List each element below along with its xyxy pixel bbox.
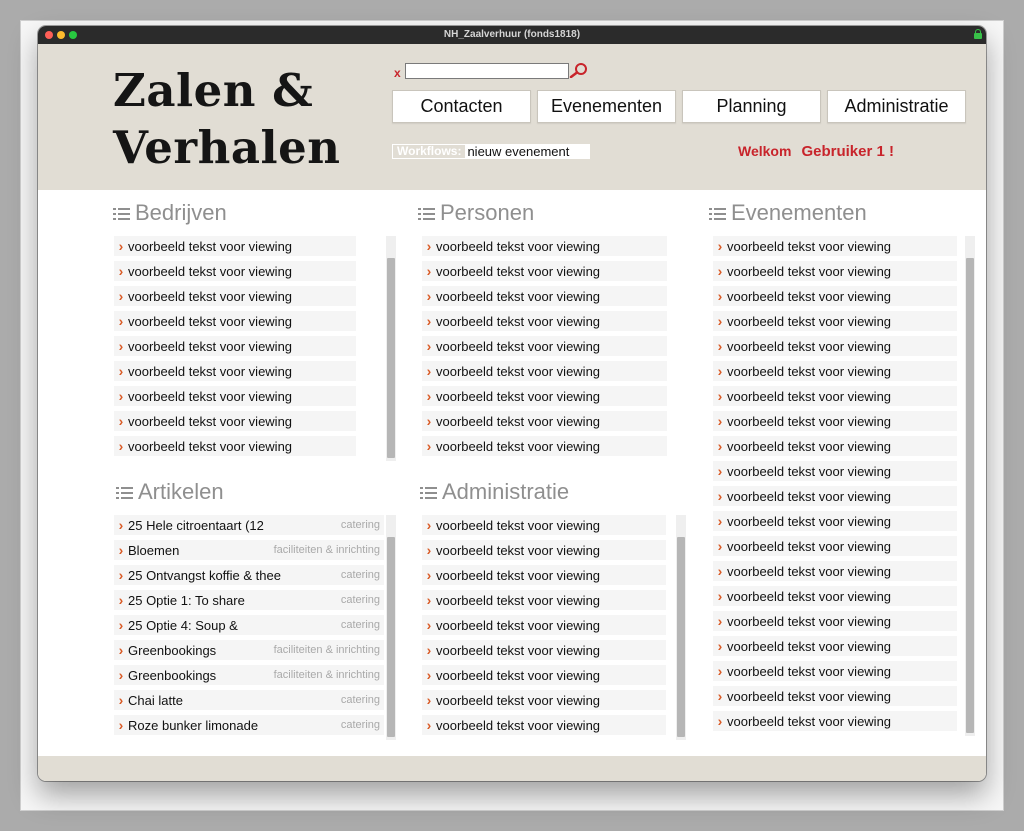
list-item[interactable] xyxy=(713,461,957,481)
chevron-right-icon: › xyxy=(717,338,723,354)
list-item[interactable] xyxy=(713,436,957,456)
chevron-right-icon: › xyxy=(426,667,432,683)
panel-title-personen xyxy=(418,200,534,226)
list-personen xyxy=(422,236,682,461)
list-item[interactable] xyxy=(713,236,957,256)
list-item[interactable] xyxy=(114,715,384,735)
chevron-right-icon: › xyxy=(426,642,432,658)
workflows-selector[interactable] xyxy=(392,144,590,159)
chevron-right-icon: › xyxy=(717,238,723,254)
list-item[interactable] xyxy=(713,386,957,406)
list-item[interactable] xyxy=(114,665,384,685)
list-item-category: faciliteiten & inrichting xyxy=(273,544,380,556)
list-item-label: voorbeeld tekst voor viewing xyxy=(436,313,601,329)
list-item[interactable] xyxy=(114,615,384,635)
list-item[interactable] xyxy=(713,536,957,556)
list-item-label: voorbeeld tekst voor viewing xyxy=(727,488,892,504)
chevron-right-icon: › xyxy=(717,388,723,404)
list-item-label: Bloemen xyxy=(128,542,180,558)
chevron-right-icon: › xyxy=(118,238,124,254)
chevron-right-icon: › xyxy=(426,413,432,429)
chevron-right-icon: › xyxy=(717,663,723,679)
panel-title-text: Administratie xyxy=(442,479,570,504)
list-icon xyxy=(420,486,437,499)
chevron-right-icon: › xyxy=(426,363,432,379)
chevron-right-icon: › xyxy=(717,613,723,629)
list-item[interactable] xyxy=(422,690,666,710)
list-item-label: voorbeeld tekst voor viewing xyxy=(727,563,892,579)
list-item-label: voorbeeld tekst voor viewing xyxy=(128,363,293,379)
list-item[interactable] xyxy=(713,336,957,356)
chevron-right-icon: › xyxy=(717,313,723,329)
list-item[interactable] xyxy=(713,361,957,381)
chevron-right-icon: › xyxy=(118,542,124,558)
welcome-message xyxy=(738,143,894,160)
list-item[interactable] xyxy=(422,336,667,356)
list-item[interactable] xyxy=(422,436,667,456)
chevron-right-icon: › xyxy=(717,488,723,504)
list-item[interactable] xyxy=(422,261,667,281)
list-item[interactable] xyxy=(114,286,356,306)
list-item[interactable] xyxy=(422,540,666,560)
chevron-right-icon: › xyxy=(426,238,432,254)
list-item-label: voorbeeld tekst voor viewing xyxy=(727,313,892,329)
chevron-right-icon: › xyxy=(717,713,723,729)
list-item-label: voorbeeld tekst voor viewing xyxy=(436,263,601,279)
list-item-category: catering xyxy=(340,519,380,531)
scrollbar-thumb[interactable] xyxy=(677,537,685,737)
scrollbar-thumb[interactable] xyxy=(387,258,395,458)
list-item[interactable] xyxy=(114,386,356,406)
chevron-right-icon: › xyxy=(118,413,124,429)
list-item-label: voorbeeld tekst voor viewing xyxy=(436,542,601,558)
list-item-label: voorbeeld tekst voor viewing xyxy=(436,692,601,708)
list-item[interactable] xyxy=(713,661,957,681)
list-item[interactable] xyxy=(114,690,384,710)
list-item[interactable] xyxy=(114,411,356,431)
panel-title-bedrijven xyxy=(113,200,227,226)
chevron-right-icon: › xyxy=(118,438,124,454)
list-item[interactable] xyxy=(114,311,356,331)
list-item-label: voorbeeld tekst voor viewing xyxy=(128,288,293,304)
chevron-right-icon: › xyxy=(426,617,432,633)
list-item-label: voorbeeld tekst voor viewing xyxy=(727,363,892,379)
list-item[interactable] xyxy=(713,611,957,631)
list-item-label: voorbeeld tekst voor viewing xyxy=(128,313,293,329)
chevron-right-icon: › xyxy=(118,263,124,279)
list-administratie xyxy=(422,515,670,740)
list-item-label: voorbeeld tekst voor viewing xyxy=(128,388,293,404)
panel-title-text: Personen xyxy=(440,200,535,225)
title-bar xyxy=(38,26,986,44)
list-item-label: Chai latte xyxy=(128,692,183,708)
chevron-right-icon: › xyxy=(717,438,723,454)
list-item[interactable] xyxy=(422,640,666,660)
panel-title-text: Bedrijven xyxy=(135,200,227,225)
list-item[interactable] xyxy=(713,636,957,656)
list-item[interactable] xyxy=(114,436,356,456)
chevron-right-icon: › xyxy=(717,538,723,554)
chevron-right-icon: › xyxy=(426,692,432,708)
list-item[interactable] xyxy=(114,515,384,535)
chevron-right-icon: › xyxy=(426,438,432,454)
chevron-right-icon: › xyxy=(426,263,432,279)
list-item-label: voorbeeld tekst voor viewing xyxy=(128,238,293,254)
workflows-label: Workflows: xyxy=(393,145,465,158)
list-icon xyxy=(709,207,726,220)
panel-title-artikelen xyxy=(116,479,224,505)
chevron-right-icon: › xyxy=(426,338,432,354)
list-item-label: Roze bunker limonade xyxy=(128,717,259,733)
list-item-label: voorbeeld tekst voor viewing xyxy=(727,288,892,304)
list-bedrijven xyxy=(114,236,398,461)
list-artikelen xyxy=(114,515,398,740)
list-item-label: 25 Optie 4: Soup & xyxy=(128,617,238,633)
list-item[interactable] xyxy=(422,386,667,406)
chevron-right-icon: › xyxy=(717,463,723,479)
list-item-label: voorbeeld tekst voor viewing xyxy=(436,338,601,354)
list-item-label: voorbeeld tekst voor viewing xyxy=(727,338,892,354)
list-item-label: Greenbookings xyxy=(128,667,217,683)
list-item[interactable] xyxy=(114,640,384,660)
zoom-window-button[interactable] xyxy=(69,31,77,39)
panel-title-text: Artikelen xyxy=(138,479,224,504)
nav-button-planning[interactable]: Planning xyxy=(682,90,821,123)
list-item-category: catering xyxy=(340,719,380,731)
list-item-label: voorbeeld tekst voor viewing xyxy=(128,338,293,354)
list-item[interactable] xyxy=(713,486,957,506)
close-window-button[interactable] xyxy=(45,31,53,39)
list-item-label: voorbeeld tekst voor viewing xyxy=(436,592,601,608)
list-item-label: voorbeeld tekst voor viewing xyxy=(128,263,293,279)
list-item[interactable] xyxy=(422,311,667,331)
minimize-window-button[interactable] xyxy=(57,31,65,39)
list-item[interactable] xyxy=(713,511,957,531)
list-item[interactable] xyxy=(422,715,666,735)
app-window xyxy=(38,26,986,781)
list-item[interactable] xyxy=(713,286,957,306)
list-item-label: voorbeeld tekst voor viewing xyxy=(436,717,601,733)
list-item[interactable] xyxy=(114,590,384,610)
list-item-label: voorbeeld tekst voor viewing xyxy=(727,263,892,279)
list-item-label: voorbeeld tekst voor viewing xyxy=(727,713,892,729)
list-item[interactable] xyxy=(114,361,356,381)
chevron-right-icon: › xyxy=(717,588,723,604)
chevron-right-icon: › xyxy=(118,642,124,658)
chevron-right-icon: › xyxy=(118,692,124,708)
nav-button-contacten[interactable]: Contacten xyxy=(392,90,531,123)
chevron-right-icon: › xyxy=(118,592,124,608)
chevron-right-icon: › xyxy=(118,288,124,304)
list-item-label: voorbeeld tekst voor viewing xyxy=(436,363,601,379)
list-item[interactable] xyxy=(422,411,667,431)
list-item-label: 25 Hele citroentaart (12 xyxy=(128,517,264,533)
chevron-right-icon: › xyxy=(717,263,723,279)
list-item-category: faciliteiten & inrichting xyxy=(273,644,380,656)
list-item-category: catering xyxy=(340,569,380,581)
chevron-right-icon: › xyxy=(118,717,124,733)
logo-line-1: Zalen & xyxy=(113,64,314,117)
chevron-right-icon: › xyxy=(717,513,723,529)
chevron-right-icon: › xyxy=(426,517,432,533)
scrollbar-evenementen[interactable] xyxy=(965,236,975,736)
list-item[interactable] xyxy=(713,261,957,281)
list-item-label: voorbeeld tekst voor viewing xyxy=(727,688,892,704)
chevron-right-icon: › xyxy=(717,363,723,379)
welcome-user: Gebruiker 1 ! xyxy=(801,143,894,160)
list-item-label: voorbeeld tekst voor viewing xyxy=(727,588,892,604)
list-item[interactable] xyxy=(114,565,384,585)
list-item[interactable] xyxy=(713,711,957,731)
chevron-right-icon: › xyxy=(717,563,723,579)
lock-icon xyxy=(974,29,982,40)
list-item-category: faciliteiten & inrichting xyxy=(273,669,380,681)
list-evenementen xyxy=(713,236,969,736)
scrollbar-artikelen[interactable] xyxy=(386,515,396,740)
chevron-right-icon: › xyxy=(426,313,432,329)
list-item[interactable] xyxy=(422,615,666,635)
list-icon xyxy=(113,207,130,220)
list-item[interactable] xyxy=(114,261,356,281)
workflows-select[interactable]: nieuw evenement xyxy=(465,145,589,158)
chevron-right-icon: › xyxy=(118,313,124,329)
list-item-label: voorbeeld tekst voor viewing xyxy=(436,388,601,404)
scrollbar-bedrijven[interactable] xyxy=(386,236,396,461)
header xyxy=(38,44,986,190)
chevron-right-icon: › xyxy=(118,388,124,404)
window-title: NH_Zaalverhuur (fonds1818) xyxy=(443,29,581,40)
list-item[interactable] xyxy=(713,586,957,606)
chevron-right-icon: › xyxy=(118,617,124,633)
list-item[interactable] xyxy=(422,361,667,381)
panel-title-evenementen xyxy=(709,200,867,226)
list-item-label: voorbeeld tekst voor viewing xyxy=(727,463,892,479)
search-input[interactable] xyxy=(405,63,569,79)
logo xyxy=(113,62,340,176)
search-icon[interactable] xyxy=(569,62,589,78)
chevron-right-icon: › xyxy=(118,363,124,379)
list-item[interactable] xyxy=(713,561,957,581)
chevron-right-icon: › xyxy=(717,288,723,304)
list-item-label: voorbeeld tekst voor viewing xyxy=(727,663,892,679)
list-item-label: voorbeeld tekst voor viewing xyxy=(436,238,601,254)
list-item-label: voorbeeld tekst voor viewing xyxy=(727,238,892,254)
list-item-label: Greenbookings xyxy=(128,642,217,658)
list-item-label: voorbeeld tekst voor viewing xyxy=(727,538,892,554)
chevron-right-icon: › xyxy=(717,638,723,654)
chevron-right-icon: › xyxy=(426,717,432,733)
chevron-right-icon: › xyxy=(717,413,723,429)
list-item-label: voorbeeld tekst voor viewing xyxy=(436,617,601,633)
list-item[interactable] xyxy=(422,236,667,256)
nav-button-evenementen[interactable]: Evenementen xyxy=(537,90,676,123)
list-item[interactable] xyxy=(422,565,666,585)
scrollbar-administratie[interactable] xyxy=(676,515,686,740)
chevron-right-icon: › xyxy=(426,542,432,558)
chevron-right-icon: › xyxy=(426,388,432,404)
list-item-label: voorbeeld tekst voor viewing xyxy=(436,567,601,583)
list-item[interactable] xyxy=(713,686,957,706)
footer xyxy=(38,756,986,781)
list-item-label: voorbeeld tekst voor viewing xyxy=(436,438,601,454)
list-item[interactable] xyxy=(422,665,666,685)
list-item-label: voorbeeld tekst voor viewing xyxy=(727,613,892,629)
list-icon xyxy=(418,207,435,220)
list-item-label: voorbeeld tekst voor viewing xyxy=(436,642,601,658)
list-item[interactable] xyxy=(114,336,356,356)
list-item[interactable] xyxy=(114,540,384,560)
chevron-right-icon: › xyxy=(717,688,723,704)
chevron-right-icon: › xyxy=(118,667,124,683)
welcome-greeting: Welkom xyxy=(738,143,792,159)
list-item-label: voorbeeld tekst voor viewing xyxy=(727,388,892,404)
list-item[interactable] xyxy=(713,411,957,431)
chevron-right-icon: › xyxy=(118,567,124,583)
list-item-label: voorbeeld tekst voor viewing xyxy=(727,438,892,454)
list-item-label: voorbeeld tekst voor viewing xyxy=(436,667,601,683)
list-item-label: voorbeeld tekst voor viewing xyxy=(128,438,293,454)
chevron-right-icon: › xyxy=(118,517,124,533)
list-item-label: voorbeeld tekst voor viewing xyxy=(128,413,293,429)
panel-title-administratie xyxy=(420,479,569,505)
list-item-label: 25 Ontvangst koffie & thee xyxy=(128,567,281,583)
list-item-label: voorbeeld tekst voor viewing xyxy=(727,638,892,654)
list-item[interactable] xyxy=(114,236,356,256)
list-item-label: 25 Optie 1: To share xyxy=(128,592,245,608)
list-item-label: voorbeeld tekst voor viewing xyxy=(436,288,601,304)
list-item-category: catering xyxy=(340,619,380,631)
chevron-right-icon: › xyxy=(426,567,432,583)
list-item-category: catering xyxy=(340,694,380,706)
list-item-category: catering xyxy=(340,594,380,606)
scrollbar-thumb[interactable] xyxy=(387,537,395,737)
list-item[interactable] xyxy=(422,515,666,535)
list-item-label: voorbeeld tekst voor viewing xyxy=(436,517,601,533)
chevron-right-icon: › xyxy=(426,592,432,608)
list-item-label: voorbeeld tekst voor viewing xyxy=(727,513,892,529)
list-item[interactable] xyxy=(713,311,957,331)
list-item[interactable] xyxy=(422,590,666,610)
list-item-label: voorbeeld tekst voor viewing xyxy=(436,413,601,429)
scrollbar-thumb[interactable] xyxy=(966,258,974,733)
list-item[interactable] xyxy=(422,286,667,306)
nav-button-administratie[interactable]: Administratie xyxy=(827,90,966,123)
chevron-right-icon: › xyxy=(118,338,124,354)
clear-icon[interactable]: x xyxy=(394,66,401,80)
list-icon xyxy=(116,486,133,499)
chevron-right-icon: › xyxy=(426,288,432,304)
list-item-label: voorbeeld tekst voor viewing xyxy=(727,413,892,429)
logo-line-2: Verhalen xyxy=(113,121,341,174)
panel-title-text: Evenementen xyxy=(731,200,867,225)
